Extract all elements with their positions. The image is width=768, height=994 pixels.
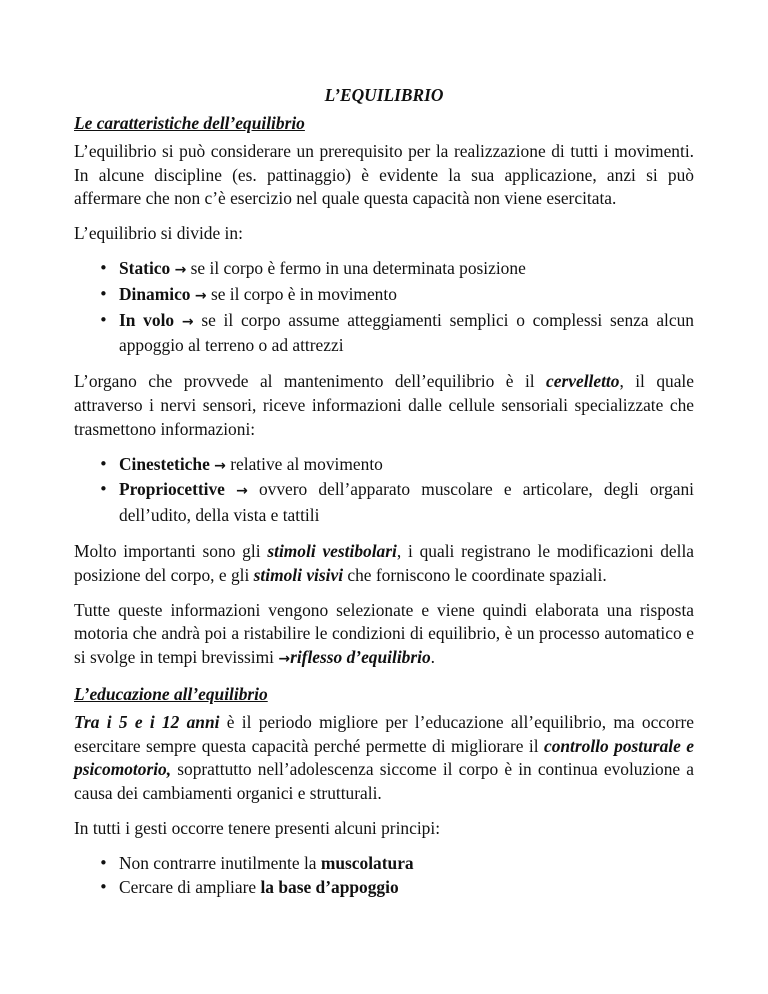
section-heading-educazione: L’educazione all’equilibrio — [74, 683, 268, 704]
list-item-cinestetiche — [119, 453, 694, 479]
list-item-in-volo — [119, 309, 694, 359]
principle-text: Non contrarre inutilmente la — [119, 852, 321, 873]
response-end: . — [430, 647, 436, 668]
desc-cinestetiche: relative al movimento — [230, 453, 383, 474]
desc-dinamico: se il corpo è in movimento — [210, 283, 397, 304]
principles-list — [74, 852, 694, 900]
term-age-range: Tra i 5 e i 12 anni — [74, 711, 220, 732]
divides-paragraph: L’equilibrio si divide in: — [74, 223, 243, 244]
term-in-volo: In volo — [119, 309, 175, 330]
age-paragraph — [74, 711, 694, 806]
age-text-after: soprattutto nell’adolescenza siccome il corpo è in continua evoluzione a causa dei cambiamenti organici e strutturali. — [74, 759, 694, 804]
organ-text-after: , il quale attraverso i nervi sensori, riceve informazioni dalle cellule sensoriali specializzate che trasmettono informazioni: — [74, 371, 694, 439]
principle-bold: la base d’appoggio — [260, 876, 399, 897]
term-controllo-posturale: controllo posturale e psicomotorio, — [74, 735, 694, 780]
desc-statico: se il corpo è fermo in una determinata posizione — [190, 257, 526, 278]
equilibrium-types-list — [74, 257, 694, 358]
response-paragraph — [74, 599, 694, 672]
age-text-middle: è il periodo migliore per l’educazione all’equilibrio, ma occorre esercitare sempre questa capacità perché permette di migliorare il — [74, 711, 694, 756]
term-stimoli-visivi: stimoli visivi — [253, 564, 344, 585]
term-statico: Statico — [119, 257, 171, 278]
principles-intro: In tutti i gesti occorre tenere presenti alcuni principi: — [74, 817, 441, 838]
term-propriocettive: Propriocettive — [119, 479, 225, 500]
arrow-right-icon: → — [194, 287, 207, 304]
principle-text: Cercare di ampliare — [119, 876, 261, 897]
stimuli-text-after: che forniscono le coordinate spaziali. — [343, 564, 607, 585]
organ-text-before: L’organo che provvede al mantenimento dell’equilibrio è il — [74, 371, 547, 392]
section-heading-caratteristiche: Le caratteristiche dell’equilibrio — [74, 113, 305, 133]
list-item-propriocettive — [119, 478, 694, 528]
arrow-right-icon: → — [236, 483, 248, 500]
list-item-principle-muscolatura — [119, 852, 694, 876]
term-stimoli-vestibolari: stimoli vestibolari — [267, 540, 397, 561]
term-cinestetiche: Cinestetiche — [119, 453, 210, 474]
document-title: L’EQUILIBRIO — [324, 85, 444, 105]
arrow-right-icon: → — [181, 313, 194, 330]
desc-propriocettive: ovvero dell’apparato muscolare e articolare, degli organi dell’udito, della vista e tattili — [119, 479, 694, 526]
arrow-right-icon: → — [278, 651, 291, 668]
term-dinamico: Dinamico — [119, 283, 191, 304]
term-riflesso-equilibrio: riflesso d’equilibrio — [290, 647, 431, 668]
list-item-dinamico — [119, 283, 694, 309]
arrow-right-icon: → — [174, 261, 187, 278]
information-types-list — [74, 453, 694, 528]
response-text: Tutte queste informazioni vengono selezionate e viene quindi elaborata una risposta motoria che andrà poi a ristabilire le condizioni di equilibrio, è un processo automatico e si svolge in tempi brevissimi — [74, 599, 694, 668]
list-item-principle-base — [119, 876, 694, 900]
stimuli-text-before: Molto importanti sono gli — [74, 540, 268, 561]
list-item-statico — [119, 257, 694, 283]
arrow-right-icon: → — [214, 457, 226, 474]
principle-bold: muscolatura — [320, 852, 414, 873]
desc-in-volo: se il corpo assume atteggiamenti semplici o complessi senza alcun appoggio al terreno o ad attrezzi — [119, 309, 694, 356]
document-page — [74, 84, 694, 911]
stimuli-text-middle: , i quali registrano le modificazioni della posizione del corpo, e gli — [74, 540, 694, 585]
organ-paragraph — [74, 370, 694, 441]
intro-paragraph: L’equilibrio si può considerare un prerequisito per la realizzazione di tutti i movimenti. In alcune discipline (es. pattinaggio) è evidente la sua applicazione, anzi si può affermare che non c’è esercizio nel quale questa capacità non viene esercitata. — [74, 140, 694, 209]
term-cervelletto: cervelletto — [546, 371, 620, 392]
stimuli-paragraph — [74, 540, 694, 588]
